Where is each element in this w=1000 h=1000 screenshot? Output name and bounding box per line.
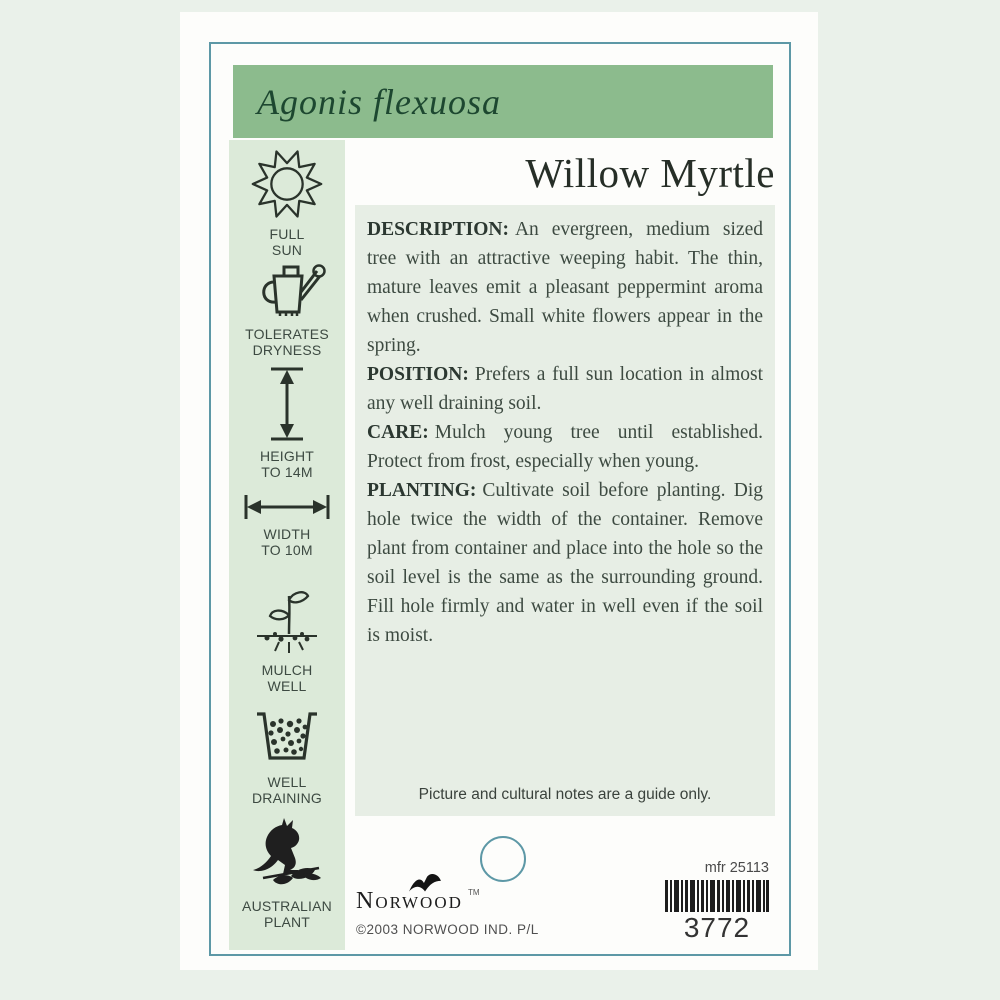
description-body: An evergreen, medium sized tree with an attractive weeping habit. The thin, mature leaves emit a pleasant peppermint aroma when crushed. Small white flowers appear in the spring.	[367, 219, 763, 356]
guide-disclaimer: Picture and cultural notes are a guide only.	[418, 786, 712, 803]
kangaroo-icon	[245, 816, 329, 894]
mulch-seedling-icon	[247, 588, 327, 658]
product-code: 3772	[683, 912, 751, 943]
sidebar-item-australian-plant	[229, 816, 345, 930]
barcode	[665, 880, 769, 912]
sidebar-label: FULL SUN	[269, 226, 305, 258]
norwood-logo	[356, 878, 506, 918]
sidebar-label: AUSTRALIAN PLANT	[242, 898, 332, 930]
planting-label: PLANTING:	[367, 480, 477, 501]
sun-icon	[249, 146, 325, 222]
plant-tag-card	[180, 12, 818, 970]
sidebar-item-height	[229, 364, 345, 480]
draining-pot-icon	[247, 708, 327, 770]
watering-can-icon	[246, 258, 328, 322]
position-section	[367, 360, 763, 418]
planting-section	[367, 476, 763, 650]
sidebar-label: WIDTH TO 10M	[261, 526, 313, 558]
botanical-name-banner	[233, 65, 773, 138]
common-name-title: Willow Myrtle	[525, 150, 775, 196]
culture-icon-sidebar	[229, 140, 345, 950]
description-label: DESCRIPTION:	[367, 219, 509, 240]
height-arrow-icon	[257, 364, 317, 444]
sidebar-item-well-draining	[229, 708, 345, 806]
position-label: POSITION:	[367, 364, 469, 385]
brand-name: Norwood	[356, 888, 463, 914]
position-body: Prefers a full sun location in almost any well draining soil.	[367, 364, 763, 414]
sidebar-label: WELL DRAINING	[251, 774, 323, 806]
care-body: Mulch young tree until established. Protect from frost, especially when young.	[367, 422, 763, 472]
sidebar-item-mulch	[229, 588, 345, 694]
sidebar-item-width	[229, 492, 345, 558]
sidebar-label: TOLERATES DRYNESS	[245, 326, 329, 358]
care-section	[367, 418, 763, 476]
cultural-notes-text	[355, 205, 775, 650]
care-label: CARE:	[367, 422, 429, 443]
trademark-symbol: TM	[468, 888, 480, 897]
sidebar-item-tolerates-dryness	[229, 258, 345, 358]
sidebar-label: MULCH WELL	[261, 662, 313, 694]
sidebar-label: HEIGHT TO 14M	[259, 448, 315, 480]
sidebar-item-full-sun	[229, 146, 345, 258]
cultural-notes-panel	[355, 205, 775, 816]
description-section	[367, 215, 763, 360]
product-code-block	[663, 860, 771, 944]
hang-hole-punch	[480, 836, 526, 882]
width-arrow-icon	[241, 492, 333, 522]
botanical-name: Agonis flexuosa	[257, 81, 501, 122]
planting-body: Cultivate soil before planting. Dig hole twice the width of the container. Remove plant from container and place into the hole so the soil level is the same as the surrounding ground. Fill hole firmly and water in well even if the soil is moist.	[367, 480, 763, 646]
mfr-number: mfr 25113	[704, 860, 769, 876]
copyright-text: ©2003 NORWOOD IND. P/L	[356, 922, 539, 937]
